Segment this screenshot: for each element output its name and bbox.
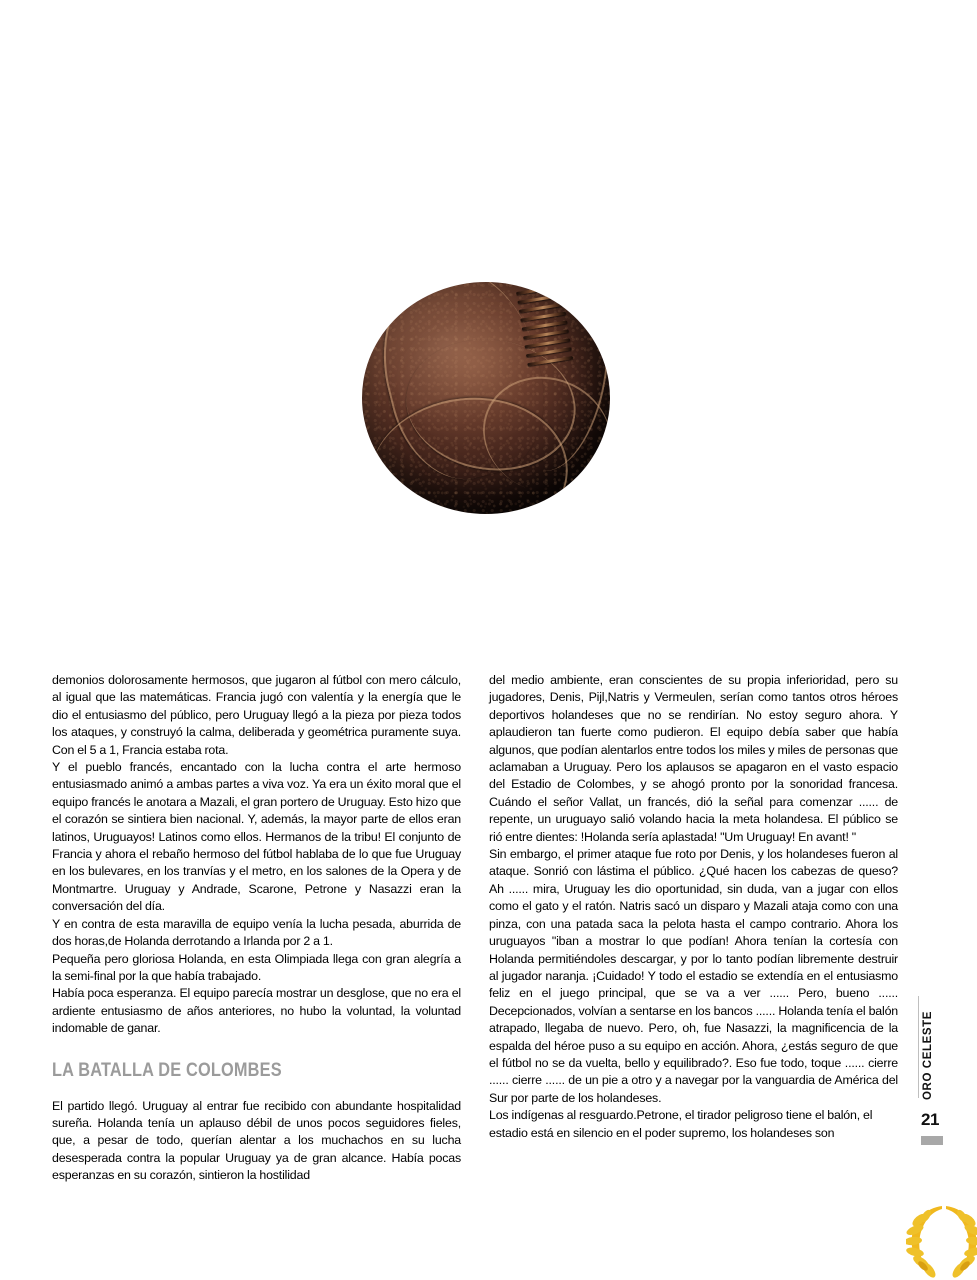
ball-seam bbox=[465, 358, 610, 512]
ball-seam bbox=[363, 388, 576, 514]
page-number: 21 bbox=[921, 1110, 940, 1129]
section-heading: LA BATALLA DE COLOMBES bbox=[52, 1059, 282, 1081]
article-body bbox=[52, 672, 898, 1185]
paragraph: Pequeña pero gloriosa Holanda, en esta Olimpiada llega con gran alegría a la semi-final por la que había trabajado. bbox=[52, 951, 461, 983]
paragraph: Y en contra de esta maravilla de equipo venía la lucha pesada, aburrida de dos horas,de Holanda derrotando a Irlanda por 2 a 1. bbox=[52, 916, 461, 949]
paragraph: demonios dolorosamente hermosos, que jugaron al fútbol con mero cálculo, al igual que las matemáticas. Francia jugó con valentía y la energía que le dio el entusiasmo del público, pero Uruguay llegó a la pieza por pieza todos los ataques, y construyó la calma, deliberada y geométrica puramente suya. Con el 5 a 1, Francia estaba rota. bbox=[52, 673, 461, 757]
right-column bbox=[489, 672, 898, 1185]
ball-lacing bbox=[516, 283, 575, 373]
left-column bbox=[52, 672, 461, 1185]
paragraph: Había poca esperanza. El equipo parecía mostrar un desglose, que no era el ardiente entusiasmo de años anteriores, no hubo la voluntad, la voluntad indomable de ganar. bbox=[52, 986, 461, 1036]
paragraph: Sin embargo, el primer ataque fue roto por Denis, y los holandeses fueron al ataque. Sonrió con lástima el público. ¿Qué hacen los cabezas de queso? Ah ...... mira, Uruguay les dio oportunidad, sin duda, van a jugar con ellos como el gato y el ratón. Natris sacó un disparo y Mazali ataja como con una pinza, con una patada saca la pelota hasta el campo contrario. Ahora los uruguayos "iban a mostrar lo que podían! Ahora tenían la cortesía con Holanda permitiéndoles descargar, y por lo tanto podían libremente destruir al jugador naranja. ¡Cuidado! Y todo el estadio se extendía en el entusiasmo feliz en el juego principal, que se va a ver ...... Pero, bueno ...... Decepcionados, volvían a sentarse en los bancos ...... Holanda tenía el balón atrapado, llegaba de nuevo. Pero, oh, fue Nasazzi, la magnificencia de la espalda del héroe puso a su equipo en acción. Ahora, ¿estás seguro de que el fútbol no se da vuelta, bello y equilibrado?. Eso fue todo, toque ...... cierre ...... cierre ...... de un pie a otro y a navegar por la vanguardia de América del Sur por parte de los holandeses. bbox=[489, 847, 898, 1105]
paragraph: Y el pueblo francés, encantado con la lucha contra el arte hermoso entusiasmado animó a ambas partes a viva voz. Ya era un éxito moral que el equipo francés le anotara a Mazali, el gran portero de Uruguay. Esto hizo que el corazón se sintiera bien nacional. Y, además, la mayor parte de ellos eran latinos, Uruguayos! Latinos como ellos. Hermanos de la tribu! El conjunto de Francia y ahora el rebaño hermoso del fútbol hablaba de lo que fue Uruguay en los bulevares, en los tranvías y el metro, en los salones de la Opera y de Montmartre. Uruguay y Andrade, Scarone, Petrone y Nasazzi eran la conversación del día. bbox=[52, 760, 461, 914]
running-head-oro-celeste: ORO CELESTE bbox=[922, 1010, 934, 1100]
paragraph: Los indígenas al resguardo.Petrone, el tirador peligroso tiene el balón, el estadio está en silencio en el poder supremo, los holandeses son bbox=[489, 1108, 873, 1140]
vintage-leather-football-icon bbox=[362, 282, 610, 514]
side-divider bbox=[918, 996, 919, 1098]
hero-image-container bbox=[362, 282, 610, 514]
laurel-wreath-icon bbox=[906, 1196, 977, 1280]
paragraph: El partido llegó. Uruguay al entrar fue recibido con abundante hospitalidad sureña. Holanda tenía un aplauso débil de unos pocos seguidores fieles, que, a pesar de todo, querían alentar a los muchachos en su lucha desesperada contra la popular Uruguay ya de gran alcance. Había pocas esperanzas en su corazón, sintieron la hostilidad bbox=[52, 1098, 461, 1183]
page-number-bar bbox=[921, 1136, 943, 1145]
paragraph: del medio ambiente, eran conscientes de su propia inferioridad, pero su jugadores, Denis, Pijl,Natris y Vermeulen, serían como tantos otros héroes deportivos holandeses que no se rendirían. No estoy seguro ahora. Y aplaudieron tan fuerte como pudieron. El equipo debía saber que había algunos, que podían alentarlos entre todos los miles y miles de personas que aclamaban a Uruguay. Pero los aplausos se apagaron en el vasto espacio del Estadio de Colombes, y se ahogó pronto por la sonoridad francesa. Cuándo el señor Vallat, un francés, dió la señal para comenzar ...... de repente, un uruguayo salió volando hacia la meta holandesa. El público se rió entre dientes: !Holanda sería aplastada! "Um Uruguay! En avant! " bbox=[489, 673, 898, 844]
